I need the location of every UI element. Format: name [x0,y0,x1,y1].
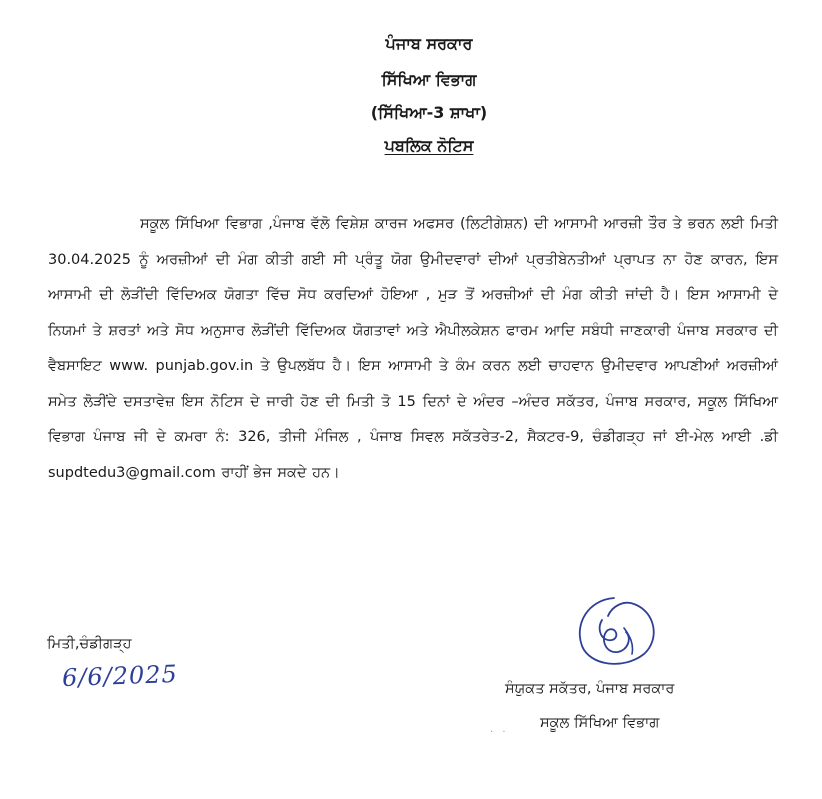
date-place-label: ਮਿਤੀ,ਚੰਡੀਗੜ੍ਹ [47,636,132,652]
notice-title: ਪਬਲਿਕ ਨੋਟਿਸ [384,136,474,155]
handwritten-date: 6/6/2025 [61,659,179,693]
signatory-title: ਸੰਯੁਕਤ ਸਕੱਤਰ, ਪੰਜਾਬ ਸਰਕਾਰ [505,681,675,697]
stamp-mark: · · [490,727,509,738]
signature-scribble [568,590,664,676]
signatory-department: ਸਕੂਲ ਸਿੱਖਿਆ ਵਿਭਾਗ [540,715,660,731]
header-branch: (ਸਿੱਖਿਆ-3 ਸ਼ਾਖਾ) [370,103,488,122]
header-government: ਪੰਜਾਬ ਸਰਕਾਰ [385,34,473,53]
header-department: ਸਿੱਖਿਆ ਵਿਭਾਗ [381,70,477,89]
notice-body-paragraph: ਸਕੂਲ ਸਿੱਖਿਆ ਵਿਭਾਗ ,ਪੰਜਾਬ ਵੱਲੋ ਵਿਸ਼ੇਸ਼ ਕਾਰਜ ਅਫਸਰ (ਲਿਟੀਗੇਸ਼ਨ) ਦੀ ਆਸਾਮੀ ਆਰਜ਼ੀ ਤੌਰ ਤੇ ਭਰਨ ਲਈ ਮਿਤੀ 30.04.2025 ਨੂੰ ਅਰਜ਼ੀਆਂ ਦੀ ਮੰਗ ਕੀਤੀ ਗਈ ਸੀ ਪ੍ਰੰਤੂ ਯੋਗ ਉਮੀਦਵਾਰਾਂ ਦੀਆਂ ਪ੍ਰਤੀਬੇਨਤੀਆਂ ਪ੍ਰਾਪਤ ਨਾ ਹੋਣ ਕਾਰਨ, ਇਸ ਆਸਾਮੀ ਦੀ ਲੋੜੀਂਦੀ ਵਿੱਦਿਅਕ ਯੋਗਤਾ ਵਿੱਚ ਸੋਧ ਕਰਦਿਆਂ ਹੋਇਆ , ਮੁੜ ਤੋਂ ਅਰਜ਼ੀਆਂ ਦੀ ਮੰਗ ਕੀਤੀ ਜਾਂਦੀ ਹੈ। ਇਸ ਆਸਾਮੀ ਦੇ ਨਿਯਮਾਂ ਤੇ ਸ਼ਰਤਾਂ ਅਤੇ ਸੋਧ ਅਨੁਸਾਰ ਲੋੜੀਂਦੀ ਵਿੱਦਿਅਕ ਯੋਗਤਾਵਾਂ ਅਤੇ ਐਪੀਲਕੇਸ਼ਨ ਫਾਰਮ ਆਦਿ ਸਬੰਧੀ ਜਾਣਕਾਰੀ ਪੰਜਾਬ ਸਰਕਾਰ ਦੀ ਵੈਬਸਾਇਟ www. punjab.gov.in ਤੇ ਉਪਲਬੱਧ ਹੈ। ਇਸ ਆਸਾਮੀ ਤੇ ਕੰਮ ਕਰਨ ਲਈ ਚਾਹਵਾਨ ਉਮੀਦਵਾਰ ਆਪਣੀਆਂ ਅਰਜ਼ੀਆਂ ਸਮੇਤ ਲੋੜੀਂਦੇ ਦਸਤਾਵੇਜ਼ ਇਸ ਨੋਟਿਸ ਦੇ ਜਾਰੀ ਹੋਣ ਦੀ ਮਿਤੀ ਤੋ 15 ਦਿਨਾਂ ਦੇ ਅੰਦਰ –ਅੰਦਰ ਸਕੱਤਰ, ਪੰਜਾਬ ਸਰਕਾਰ, ਸਕੂਲ ਸਿੱਖਿਆ ਵਿਭਾਗ ਪੰਜਾਬ ਜੀ ਦੇ ਕਮਰਾ ਨੰ: 326, ਤੀਜੀ ਮੰਜਿਲ , ਪੰਜਾਬ ਸਿਵਲ ਸਕੱਤਰੇਤ-2, ਸੈਕਟਰ-9, ਚੰਡੀਗੜ੍ਹ ਜਾਂ ਈ-ਮੇਲ ਆਈ .ਡੀ supdtedu3@gmail.com ਰਾਹੀਂ ਭੇਜ ਸਕਦੇ ਹਨ। [48,216,778,481]
